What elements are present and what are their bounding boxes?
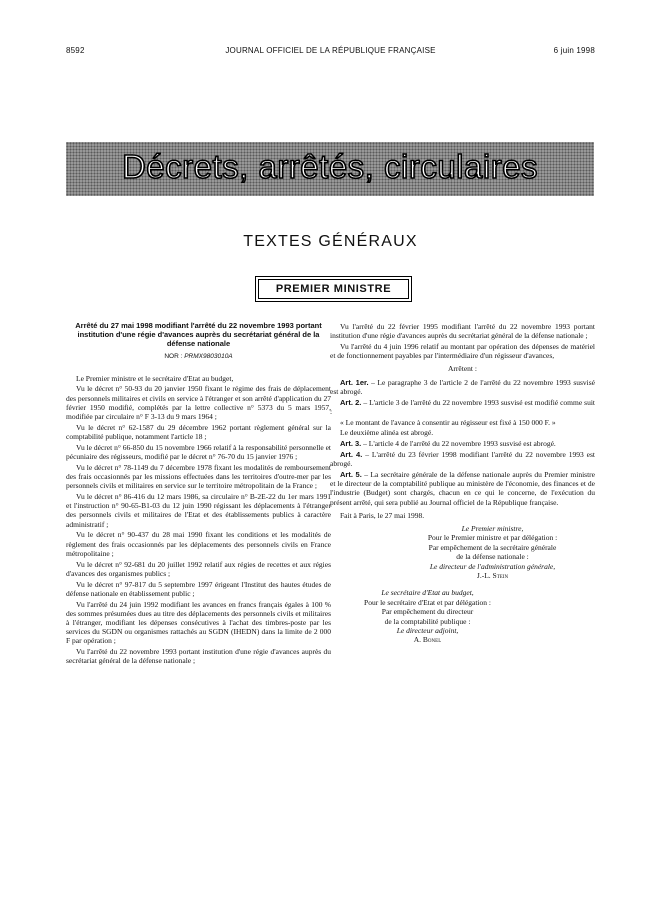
article-label: Art. 3. [340,439,362,449]
signature-line: Le directeur adjoint, [396,626,459,636]
signatory-name: A. Bonel [413,635,442,645]
signature-line: de la défense nationale : [456,552,529,562]
visa-paragraph: Vu le décret n° 86-416 du 12 mars 1986, sa circulaire n° B-2E-22 du 1er mars 1991 et l'instruction n° 90-65-B1-03 du 12 juin 1990 régissant les déplacements à l'étranger des personnels civils et militaires de l'Etat et des établissements publics à caractère administratif ; [66,492,331,529]
signature-line: Par empêchement du directeur [381,607,474,617]
article-label: Art. 5. [340,470,362,479]
ministry-label: PREMIER MINISTRE [258,279,409,299]
visa-paragraph: Vu le décret n° 50-93 du 20 janvier 1950 fixant le régime des frais de déplacement des personnels militaires et civils en service à l'étranger et son arrêté d'application du 27 février 1950 modifié, complétés par la lettre collective n° 5373 du 5 mars 1957, modifiée par circulaire n° F 3-13 du 9 mars 1964 ; [66,384,331,421]
article-text: – L'article 3 de l'arrêté du 22 novembre 1993 susvisé est modifié comme suit : [330,397,595,416]
left-column [66,322,331,667]
ministry-box [255,276,412,302]
article-label: Art. 2. [340,397,362,407]
closing-line: Fait à Paris, le 27 mai 1998. [340,510,425,520]
signatory-role: Le Premier ministre, [461,524,524,534]
nor-code: PRMX9803010A [184,353,233,361]
visa-paragraph: Vu le décret n° 62-1587 du 29 décembre 1962 portant règlement général sur la comptabilité publique, notamment l'article 18 ; [66,422,331,441]
article-paragraph: Le deuxième alinéa est abrogé. [340,428,434,438]
visa-paragraph: Vu l'arrêté du 22 février 1995 modifiant l'arrêté du 22 novembre 1993 portant institution d'une régie d'avances auprès du secrétariat général de la défense nationale ; [330,322,595,341]
signature-line: Le directeur de l'administration générale, [429,561,556,571]
visa-paragraph: Vu le décret n° 92-681 du 20 juillet 1992 relatif aux régies de recettes et aux régies d'avances des organismes publics ; [66,559,331,578]
journal-title: JOURNAL OFFICIEL DE LA RÉPUBLIQUE FRANÇAISE [225,46,436,55]
visa-paragraph: Vu le décret n° 78-1149 du 7 décembre 1978 fixant les modalités de remboursement des frais occasionnés par les missions effectuées dans les territoires d'outre-mer par les personnels civils et militaires en service sur le territoire métropolitain de la France ; [66,462,331,491]
arrete-title: Arrêté du 27 mai 1998 modifiant l'arrêté du 22 novembre 1993 portant institution d'une régie d'avances auprès du secrétariat général de la défense nationale [75,321,322,348]
signature-line: Par empêchement de la secrétaire générale [428,542,557,552]
arretent-heading: Arrêtent : [448,364,477,374]
right-column [330,322,595,645]
visa-paragraph: Vu l'arrêté du 4 juin 1996 relatif au montant par opération des dépenses de matériel et de fonctionnement payables par l'intermédiaire d'un régisseur d'avances, [330,342,595,361]
visa-paragraph: Vu le décret n° 97-817 du 5 septembre 1997 érigeant l'Institut des hautes études de défense nationale en établissement public ; [66,579,331,598]
article [330,378,595,396]
article [330,439,595,448]
signature-block-budget [330,588,525,644]
signature-line: Pour le secrétaire d'Etat et par délégation : [364,597,491,607]
signature-line: Pour le Premier ministre et par délégation : [427,533,558,543]
article-label: Art. 1er. [340,377,369,387]
article [330,450,595,468]
visa-paragraph: Vu le décret n° 66-850 du 15 novembre 1966 relatif à la responsabilité personnelle et pécuniaire des régisseurs, modifié par le décret n° 76-70 du 15 janvier 1976 ; [66,442,331,461]
visa-paragraph: Vu l'arrêté du 24 juin 1992 modifiant les avances en francs français égales à 100 % des sommes présumées dues au titre des déplacements des personnels civils et militaires à l'étranger, modifiant les dépenses consécutives à l'achat des timbres-poste par les services du SGDN ou organismes rattachés au SGDN (IHEDN) dans la limite de 2 000 F par opération ; [66,599,331,646]
signatory-name: J.-L. Stein [476,571,509,581]
visa-paragraph: Vu l'arrêté du 22 novembre 1993 portant institution d'une régie d'avances auprès du secrétariat général de la défense nationale ; [66,647,331,666]
article-text: – Le paragraphe 3 de l'article 2 de l'arrêté du 22 novembre 1993 susvisé est abrogé. [330,377,595,396]
article-label: Art. 4. [340,450,363,459]
nor-label: NOR : [164,353,183,361]
banner-title: Décrets, arrêtés, circulaires [121,148,539,185]
signature-line: de la comptabilité publique : [384,616,471,626]
article-text: – L'article 4 de l'arrêté du 22 novembre 1993 susvisé est abrogé. [363,439,556,449]
issue-date: 6 juin 1998 [553,46,595,55]
section-title: TEXTES GÉNÉRAUX [243,233,418,250]
article-text: – L'arrêté du 23 février 1998 modifiant l'arrêté du 22 novembre 1993 est abrogé. [330,450,595,469]
article [330,398,595,416]
intro-paragraph: Le Premier ministre et le secrétaire d'Etat au budget, [76,373,234,383]
article-paragraph: « Le montant de l'avance à consentir au régisseur est fixé à 150 000 F. » [340,417,556,427]
section-banner [66,142,594,196]
signature-block-premier-ministre [390,524,595,580]
signatory-role: Le secrétaire d'Etat au budget, [381,588,474,598]
article [330,470,595,507]
nor-reference [66,352,331,361]
article-text: – La secrétaire générale de la défense nationale auprès du Premier ministre et le directeur de la comptabilité publique au ministère de l'économie, des finances et de l'industrie (Budget) sont chargés, chacun en ce qui le concerne, de l'exécution du présent arrêté, qui sera publié au Journal officiel de la République française. [330,470,596,507]
visa-paragraph: Vu le décret n° 90-437 du 28 mai 1990 fixant les conditions et les modalités de règlement des frais occasionnés par les déplacements des personnels civils en France métropolitaine ; [66,530,331,558]
page-number: 8592 [66,46,85,55]
